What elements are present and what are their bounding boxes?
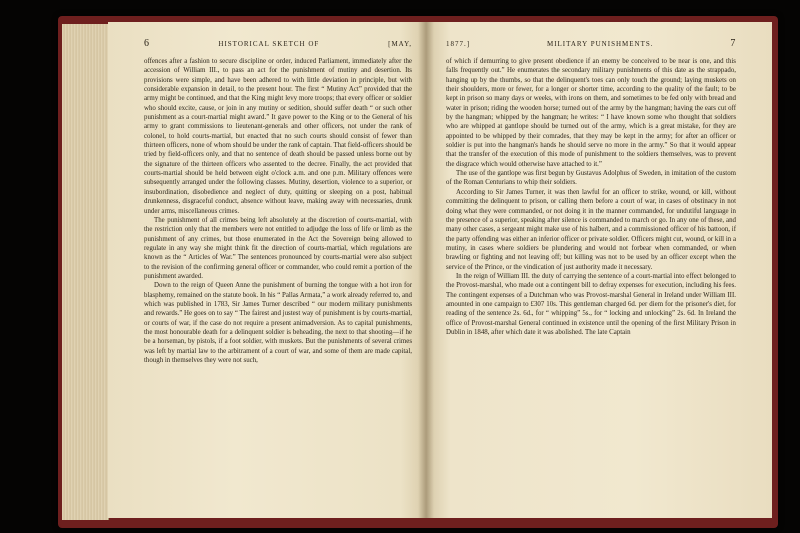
left-running-date: [MAY,: [388, 40, 412, 48]
page-edges: [62, 24, 109, 520]
paragraph: of which if demurring to give present obedience if an enemy be conceived to be near is one, and this falls frequently out.” He enumerates the secondary military punishments of this date as the strappado, hanging up by the thumbs, so that the delinquent's toes can only touch the ground; laying muskets on their shoulders, more or fewer, for a longer or shorter time, according to the quality of the fault; to be kept in prison so many days or weeks, with irons on them, and sometimes to be fed only with bread and water in prison; riding the wooden horse; turned out of the army by the hangman; having the ears cut off by the hangman; whipped by the hangman; he writes: “ I have known some who thought that soldiers who are whipped at gantlope should be turned out of the army, which is a great mistake, for they are appointed to be whipped by their comrades, that they may be kept in the army; for after an officer or soldier is put into the hangman's hands he should serve no more in the army.” So that it would appear that the transfer of the execution of this mode of punishment to the soldiers themselves, was to prevent the disgrace which would otherwise have attached to it.”: [446, 58, 736, 168]
paragraph: The punishment of all crimes being left absolutely at the discretion of courts-martial, with the restriction only that the members were not entitled to adjudge the loss of life or limb as the punishment of any crimes, but those enumerated in the Act the Sovereign being allowed to regulate in any way she might think fit the direction of courts-martial, which regulations are known as the “ Articles of War.” The sentences pronounced by courts-martial were also subject to the revision of the confirming general officer or commander, who could remit a portion of the punishment awarded.: [144, 216, 412, 280]
right-running-head: [446, 38, 736, 49]
left-running-title: HISTORICAL SKETCH OF: [218, 40, 320, 48]
right-body-text: [446, 57, 736, 337]
book-gutter: [418, 22, 434, 518]
paragraph: According to Sir James Turner, it was then lawful for an officer to strike, wound, or kill, without committing the delinquent to prison, or calling them before a court of war, in cases of obstinacy in not doing what they were commanded, or not doing it in the manner commanded, for undutiful language in the presence of a superior, speaking after silence is commanded to march or go. In any one of these, and many other cases, a sergeant might make use of his halbert, and a commissioned officer of his battoon, if the party offending was either an inferior officer or private soldier. Officers might cut, wound, or kill in a mutiny, in cases where soldiers be plundering and would not forbear when commanded, or when brawling or fighting and not leaving off; but killing was not to be used by an officer except when the service of the Prince, or the vindication of just authority made it necessary.: [446, 188, 736, 271]
right-running-title: MILITARY PUNISHMENTS.: [546, 40, 654, 48]
left-body-text: [144, 57, 412, 365]
left-page: [108, 22, 426, 518]
left-running-head: [144, 38, 412, 49]
paragraph: The use of the gantlope was first begun by Gustavus Adolphus of Sweden, in imitation of the custom of the Roman Centurians to whip their soldiers.: [446, 170, 736, 187]
right-running-date: 1877.]: [446, 40, 471, 48]
left-page-number: 6: [144, 38, 150, 49]
right-page: [426, 22, 772, 518]
paragraph: Down to the reign of Queen Anne the punishment of burning the tongue with a hot iron for blasphemy, remained on the statute book. In his “ Pallas Armata,” a work already referred to, and which was published in 1783, Sir James Turner described “ our modern military punishments and rewards.” He goes on to say “ The fairest and justest way of punishment is by courts-martial, or courts of war, if the case do not require a present animadversion. As to capital punishments, the most honourable death for a delinquent soldier is beheading, the next to that shooting—if he be a horseman, by pistols, if a foot soldier, with muskets. But the punishments of several crimes was left by martial law to the arbitrament of a court of war, and some of them are made capital, though in themselves they were not such,: [144, 282, 412, 364]
paragraph: In the reign of William III. the duty of carrying the sentence of a court-martial into effect belonged to the Provost-marshal, who made out a contingent bill to defray expenses for execution, including his fees. The contingent expenses of a Dutchman who was Provost-marshal General in Ireland under William III. amounted in one campaign to £307 10s. This gentleman charged 6d. per diem for the prisoner's diet, for reading of the sentence 2s. 6d., for “ whipping” 5s., for “ locking and unlocking” 2s. 6d. In Ireland the office of Provost-marshal General continued in existence until the opening of the first Military Prison in Dublin in 1848, after which date it was abolished. The late Captain: [446, 272, 736, 336]
right-page-number: 7: [730, 38, 736, 49]
paragraph: offences after a fashion to secure discipline or order, induced Parliament, immediately after the accession of William III., to pass an act for the punishment of mutiny and desertion. Its provisions were simple, and have been adhered to with little deviation in principle, but with considerable expansion in detail, to the present hour. The first “ Mutiny Act” provided that the army might be continued, and that the King might levy more troops; that every officer or soldier who should excite, cause, or join in any mutiny or sedition, should suffer death “ or such other punishment as a court-martial might award.” It gave power to the King or to the General of his army to grant commissions to lieutenant-generals and other officers, not under the rank of colonel, to hold courts-martial, but enacted that no such courts should consist of fewer than thirteen officers, none of whom should be under the rank of captain. That field-officers should be tried by field-officers only, and that no sentence of death should be passed unless borne out by the signature of the thirteen officers who assented to the decree. Finally, the act provided that courts-martial should be held between eight o'clock a.m. and one p.m. Military offences were subsequently arranged under the following classes. Mutiny, desertion, violence to a superior, or insubordination, disobedience and neglect of duty, quitting or sleeping on a post, habitual drunkenness, disgraceful conduct, absence without leave, making away with necessaries, drunk under arms, miscellaneous crimes.: [144, 58, 412, 215]
